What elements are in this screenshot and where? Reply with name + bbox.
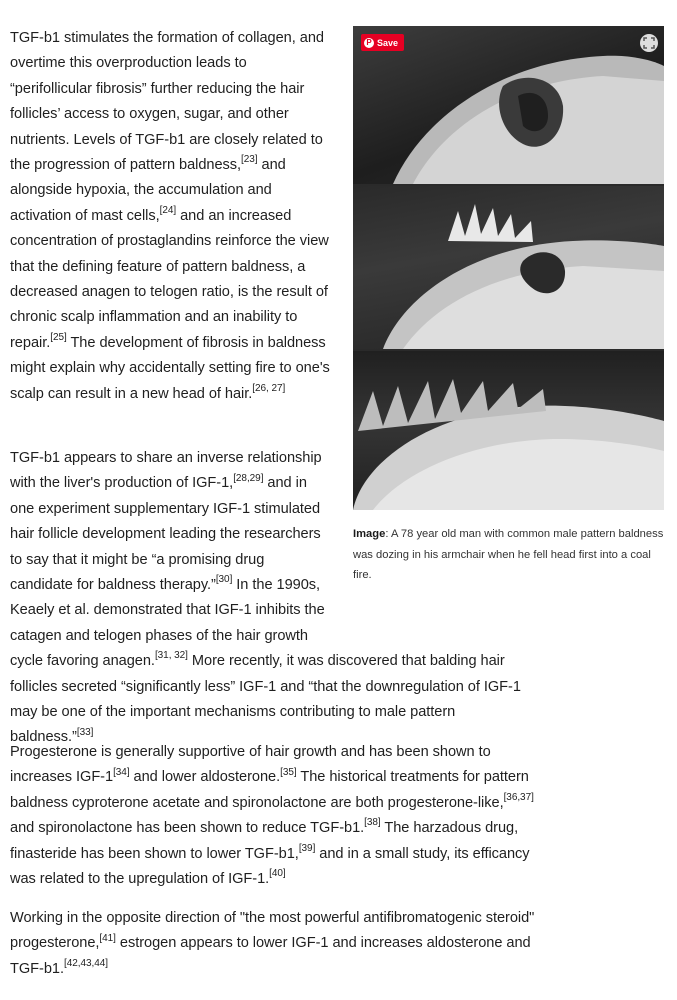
text-run: In the 1990s, Keaely et al. demonstrated that IGF-1 inhibits the catagen and telogen phases of the hair growth cycle favoring anagen. <box>10 577 325 670</box>
paragraph-tgf-collagen <box>10 26 330 407</box>
citation-link[interactable]: [30] <box>215 574 233 586</box>
citation-link[interactable]: [42,43,44] <box>63 957 108 969</box>
text-run: and alongside hypoxia, the accumulation and activation of mast cells, <box>10 157 286 224</box>
text-run: TGF-b1 stimulates the formation of collagen, and overtime this overproduction leads to “perifollicular fibrosis” further reducing the hair follicles’ access to oxygen, sugar, and other nutrients. Levels of TGF-b1 are closely related to the progression of pattern baldness, <box>10 30 324 174</box>
photo-panel-bottom <box>353 351 664 510</box>
citation-link[interactable]: [31, 32] <box>154 650 188 662</box>
citation-link[interactable]: [39] <box>298 842 316 854</box>
citation-link[interactable]: [40] <box>269 868 286 880</box>
text-run: The harzadous drug, finasteride has been shown to lower TGF-b1, <box>10 820 519 862</box>
scalp-photo[interactable] <box>353 26 664 510</box>
citation-link[interactable]: [28,29] <box>233 472 264 484</box>
figure-caption <box>353 524 664 586</box>
text-run: and in a small study, its efficancy was related to the upregulation of IGF-1. <box>10 845 530 888</box>
save-label: Save <box>377 37 399 48</box>
text-run: estrogen appears to lower IGF-1 and increases aldosterone and TGF-b1. <box>10 935 531 977</box>
pinterest-save-button[interactable] <box>361 34 404 51</box>
citation-link[interactable]: [34] <box>113 766 130 778</box>
text-run: and in one experiment supplementary IGF-1 stimulated hair follicle development leading the researchers to say that it might be “a promising drug candidate for baldness therapy.” <box>10 475 321 594</box>
text-run: More recently, it was discovered that balding hair follicles secreted “significantly less” IGF-1 and “that the downregulation of IGF-1 may be one of the important mechanisms contributing to male pattern baldness.” <box>10 653 521 746</box>
text-run: and spironolactone has been shown to reduce TGF-b1. <box>10 820 365 837</box>
text-run: and an increased concentration of prostaglandins reinforce the view that the defining feature of pattern baldness, a decreased anagen to telogen ratio, is the result of chronic scalp inflammation and an inability to repair. <box>10 207 329 351</box>
citation-link[interactable]: [35] <box>280 766 297 778</box>
citation-link[interactable]: [38] <box>364 817 381 829</box>
citation-link[interactable]: [36,37] <box>503 791 534 803</box>
paragraph-estrogen <box>10 906 535 982</box>
citation-link[interactable]: [25] <box>50 332 67 344</box>
text-run: TGF-b1 appears to share an inverse relationship with the liver's production of IGF-1, <box>10 450 322 492</box>
caption-text: : A 78 year old man with common male pattern baldness was dozing in his armchair when he fell head first into a coal fire. <box>353 528 664 582</box>
citation-link[interactable]: [41] <box>99 932 116 944</box>
citation-link[interactable]: [24] <box>159 204 177 216</box>
photo-panel-middle <box>353 186 664 349</box>
citation-link[interactable]: [26, 27] <box>252 382 286 394</box>
text-run: Progesterone is generally supportive of hair growth and has been shown to increases IGF-1 <box>10 744 491 786</box>
text-run: The development of fibrosis in baldness might explain why accidentally setting fire to one's scalp can result in a new head of hair. <box>10 334 330 402</box>
text-run: Working in the opposite direction of "the most powerful antifibromatogenic steroid" progesterone, <box>10 910 535 952</box>
figure <box>353 26 664 586</box>
text-run: and lower aldosterone. <box>129 769 281 786</box>
expand-icon[interactable] <box>640 34 658 52</box>
paragraph-progesterone <box>10 740 535 892</box>
text-run: The historical treatments for pattern baldness cyproterone acetate and spironolactone are both progesterone-like, <box>10 769 529 811</box>
caption-label: Image <box>353 528 386 540</box>
citation-link[interactable]: [23] <box>241 154 258 166</box>
citation-link[interactable]: [33] <box>76 726 94 738</box>
pinterest-icon: P <box>364 38 374 48</box>
